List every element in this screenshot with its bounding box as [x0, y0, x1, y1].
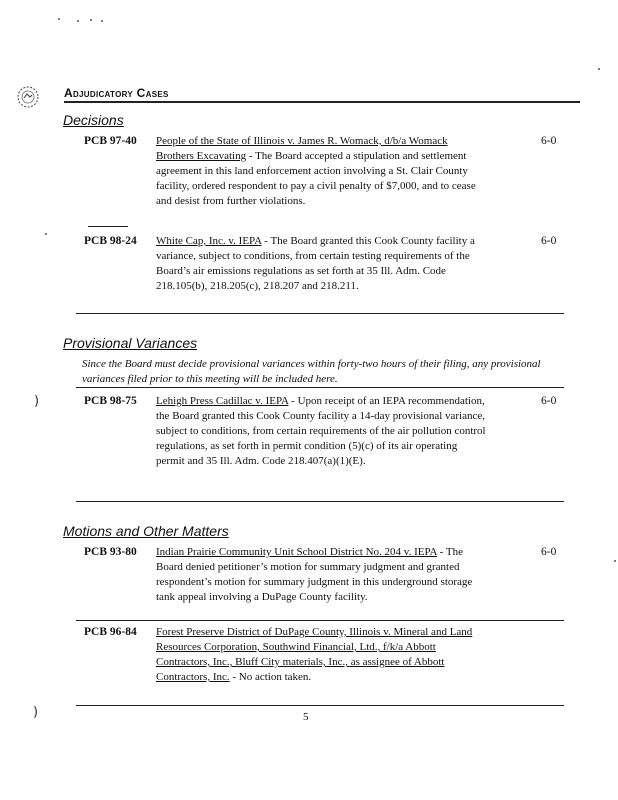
section-divider — [76, 501, 564, 502]
scan-speck — [77, 20, 79, 22]
case-id: PCB 98-75 — [84, 395, 137, 407]
provisional-note: Since the Board must decide provisional variances within forty-two hours of their filing, any provisional variances filed prior to this meeting will be included here. — [82, 358, 541, 385]
binder-hole-mark: ) — [34, 394, 40, 409]
case-description: - Upon receipt of an IEPA recommendation, the Board granted this Cook County facility a 14-day provisional variance, subject to conditions, from certain requirements of the air pollution control regulations, as set forth in permit condition (5)(c) of its air operating permit and 35 Ill. Adm. Code 218.407(a)(1)(E). — [156, 395, 486, 467]
scan-speck — [58, 18, 60, 20]
vote-count: 6-0 — [541, 546, 557, 558]
case-title-link[interactable]: White Cap, Inc. v. IEPA — [156, 235, 262, 247]
header-divider — [64, 101, 580, 103]
case-description: - The Board denied petitioner’s motion for summary judgment and granted respondent’s motion for summary judgment in this underground storage tank appeal involving a DuPage County facility. — [156, 546, 473, 603]
case-id: PCB 98-24 — [84, 235, 137, 247]
section-title-provisional-variances: Provisional Variances — [63, 335, 198, 351]
case-entry — [156, 134, 486, 209]
case-title-link[interactable]: Forest Preserve District of DuPage County, Illinois v. Mineral and Land Resources Corporation, Southwind Financial, Ltd., f/k/a Abbott Contractors, Inc., Bluff City materials, Inc., as assignee of Abbott Contractors, Inc. — [156, 626, 473, 683]
binder-hole-mark: ) — [33, 705, 39, 720]
case-entry — [156, 394, 486, 469]
case-title-link[interactable]: People of the State of Illinois v. James R. Womack, d/b/a Womack Brothers Excavating — [156, 135, 448, 162]
vote-count: 6-0 — [541, 395, 557, 407]
divider — [88, 226, 128, 227]
case-title-link[interactable]: Indian Prairie Community Unit School District No. 204 v. IEPA — [156, 546, 437, 558]
case-description: - The Board accepted a stipulation and settlement agreement in this land enforcement action involving a St. Clair County facility, ordered respondent to pay a civil penalty of $7,000, and to cease and desist from further violations. — [156, 150, 476, 207]
page-number: 5 — [303, 711, 309, 723]
case-entry — [156, 234, 486, 294]
scan-speck — [598, 68, 600, 70]
case-id: PCB 93-80 — [84, 546, 137, 558]
footer-divider — [76, 705, 564, 706]
section-divider — [76, 313, 564, 314]
case-description: - The Board granted this Cook County facility a variance, subject to conditions, from certain testing requirements of the Board’s air emissions regulations as set forth at 35 Ill. Adm. Code 218.105(b), 218.205(c), 218.207 and 218.211. — [156, 235, 475, 292]
scan-speck — [101, 20, 103, 22]
case-id: PCB 96-84 — [84, 626, 137, 638]
illinois-seal-logo-icon — [16, 85, 40, 109]
case-title-link[interactable]: Lehigh Press Cadillac v. IEPA — [156, 395, 289, 407]
case-entry — [156, 625, 486, 685]
section-title-motions: Motions and Other Matters — [63, 523, 229, 539]
scan-speck — [90, 19, 92, 21]
case-entry — [156, 545, 486, 605]
page-header: Adjudicatory Cases — [64, 86, 169, 100]
vote-count: 6-0 — [541, 235, 557, 247]
scan-speck — [614, 560, 616, 562]
scan-speck — [45, 233, 47, 235]
section-title-decisions: Decisions — [63, 112, 124, 128]
case-id: PCB 97-40 — [84, 135, 137, 147]
case-description: - No action taken. — [229, 671, 312, 683]
divider — [76, 387, 564, 388]
vote-count: 6-0 — [541, 135, 557, 147]
divider — [76, 620, 564, 621]
